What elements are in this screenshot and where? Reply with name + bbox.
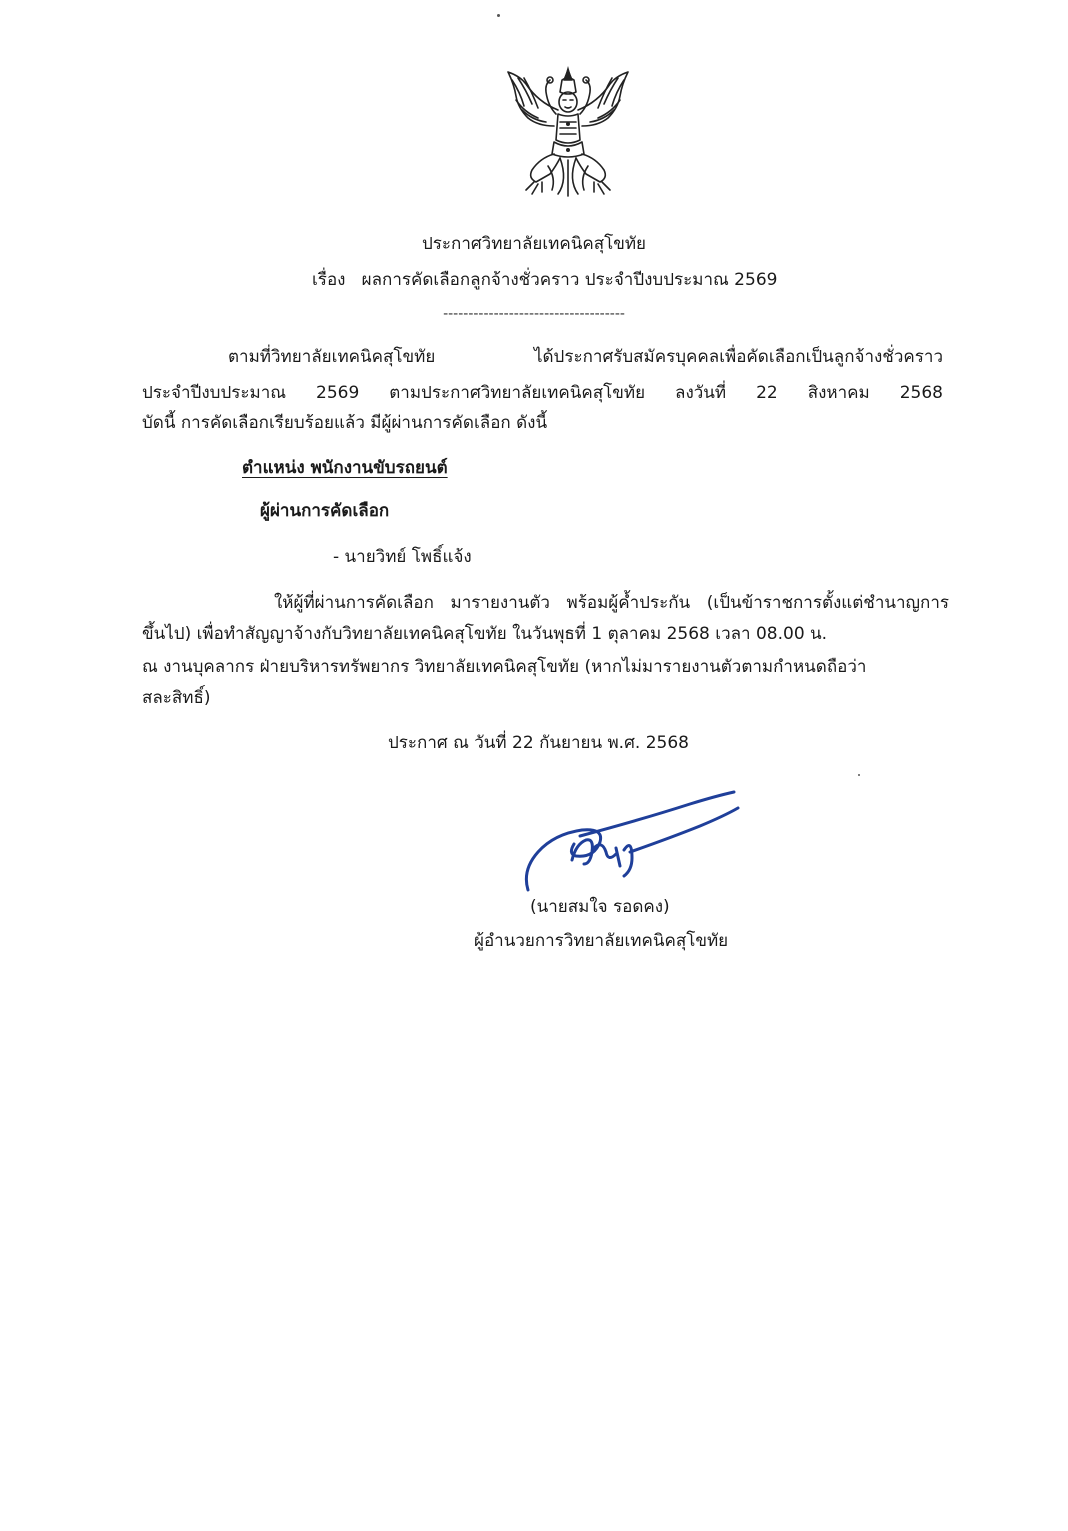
subject-text: ผลการคัดเลือกลูกจ้างชั่วคราว ประจำปีงบประมาณ 2569 [361,270,778,290]
subject-line [312,268,777,292]
institution-title: ประกาศวิทยาลัยเทคนิคสุโขทัย [422,234,646,254]
instruction-line-4: สละสิทธิ์) [142,688,211,708]
instruction-line-2: ขึ้นไป) เพื่อทำสัญญาจ้างกับวิทยาลัยเทคนิคสุโขทัย ในวันพุธที่ 1 ตุลาคม 2568 เวลา 08.00 น. [142,624,828,644]
intro-line-3: บัดนี้ การคัดเลือกเรียบร้อยแล้ว มีผู้ผ่านการคัดเลือก ดังนี้ [142,413,548,433]
announce-date: ประกาศ ณ วันที่ 22 กันยายน พ.ศ. 2568 [388,733,689,753]
scan-speck [497,14,500,17]
intro-line-2: ประจำปีงบประมาณ 2569 ตามประกาศวิทยาลัยเทคนิคสุโขทัย ลงวันที่ 22 สิงหาคม 2568 [142,383,943,403]
passed-candidate: - นายวิทย์ โพธิ์แจ้ง [333,547,472,567]
intro-line-1: ตามที่วิทยาลัยเทคนิคสุโขทัย ได้ประกาศรับสมัครบุคคลเพื่อคัดเลือกเป็นลูกจ้างชั่วคราว [228,347,943,367]
garuda-emblem-icon [498,62,638,200]
handwritten-signature [520,790,750,900]
scan-speck [858,774,860,776]
signatory-name: (นายสมใจ รอดคง) [530,897,670,917]
instruction-line-3: ณ งานบุคลากร ฝ่ายบริหารทรัพยากร วิทยาลัยเทคนิคสุโขทัย (หากไม่มารายงานตัวตามกำหนดถือว่า [142,657,867,677]
subject-label: เรื่อง [312,270,346,290]
instruction-line-1: ให้ผู้ที่ผ่านการคัดเลือก มารายงานตัว พร้อมผู้ค้ำประกัน (เป็นข้าราชการตั้งแต่ชำนาญการ [274,593,949,613]
position-heading: ตำแหน่ง พนักงานขับรถยนต์ [242,458,448,478]
signatory-title: ผู้อำนวยการวิทยาลัยเทคนิคสุโขทัย [474,931,729,951]
passed-heading: ผู้ผ่านการคัดเลือก [260,501,390,521]
header-separator: ------------------------------------ [443,306,625,322]
